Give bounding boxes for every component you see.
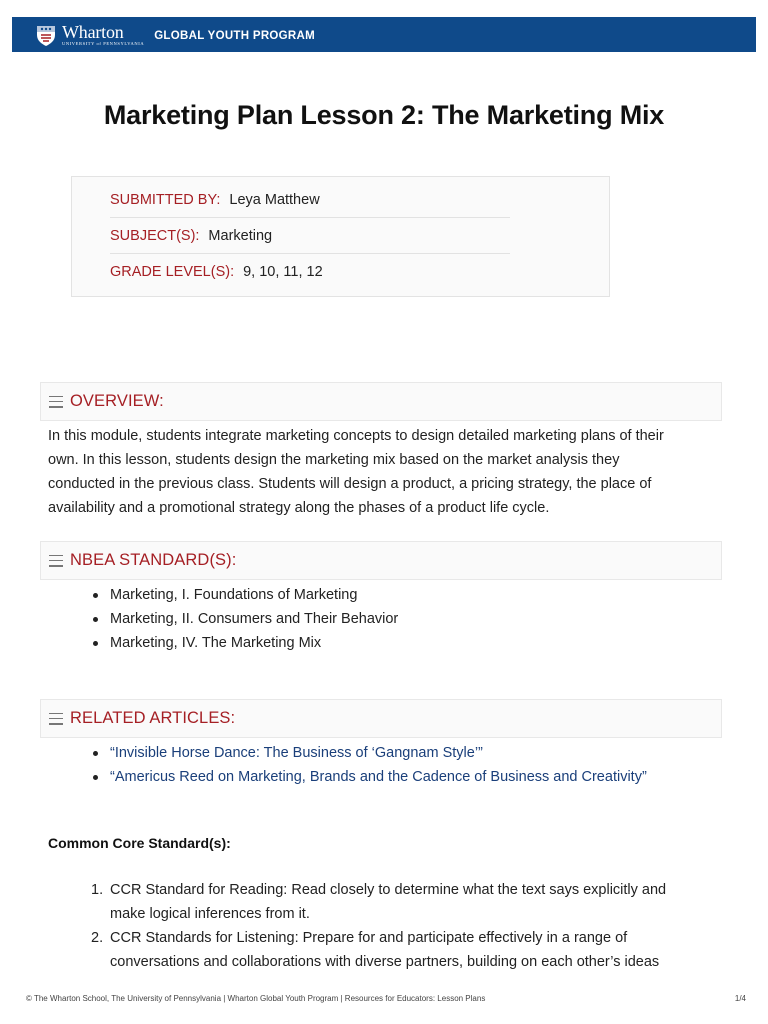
lesson-meta-box [71, 176, 610, 297]
header-banner [12, 17, 756, 52]
overview-line: own. In this lesson, students design the marketing mix based on the market analysis they [48, 452, 620, 468]
logo-text [62, 23, 144, 47]
related-articles-section-header[interactable] [40, 699, 722, 738]
common-core-item [91, 926, 730, 974]
submitted-by-row [110, 182, 510, 218]
menu-icon [49, 713, 63, 725]
grade-level-label: GRADE LEVEL(S): [110, 264, 235, 280]
common-core-line: conversations and collaborations with diverse partners, building on each other’s ideas [110, 954, 660, 970]
list-number: 1. [91, 882, 104, 898]
page-title: Marketing Plan Lesson 2: The Marketing Mix [103, 100, 665, 130]
related-article-link[interactable]: “Invisible Horse Dance: The Business of ‘Gangnam Style’” [110, 745, 483, 761]
penn-shield-icon [34, 23, 58, 47]
common-core-line: CCR Standards for Listening: Prepare for and participate effectively in a range of [110, 930, 628, 946]
page-number: 1/4 [734, 994, 746, 1003]
overview-text [48, 424, 728, 520]
subjects-row [110, 218, 510, 254]
overview-line: availability and a promotional strategy along the phases of a product life cycle. [48, 500, 550, 516]
nbea-heading: NBEA STANDARD(S): [70, 551, 237, 569]
subjects-value: Marketing [208, 227, 273, 244]
common-core-item [91, 878, 730, 926]
nbea-item: Marketing, IV. The Marketing Mix [110, 631, 398, 655]
overview-line: In this module, students integrate marketing concepts to design detailed marketing plans of their [48, 428, 664, 444]
logo-university: UNIVERSITY of PENNSYLVANIA [62, 40, 145, 46]
common-core-line: make logical inferences from it. [110, 906, 310, 922]
nbea-section-header[interactable] [40, 541, 722, 580]
menu-icon [49, 396, 63, 408]
overview-line: conducted in the previous class. Students will design a product, a pricing strategy, the place of [48, 476, 652, 492]
program-name[interactable]: GLOBAL YOUTH PROGRAM [154, 29, 316, 42]
grade-level-row [110, 254, 510, 290]
related-articles-heading: RELATED ARTICLES: [70, 709, 236, 727]
page-footer [26, 994, 746, 1003]
footer-text: © The Wharton School, The University of Pennsylvania | Wharton Global Youth Program | Resources for Educators: Lesson Plans [26, 994, 486, 1003]
overview-section-header[interactable] [40, 382, 722, 421]
related-articles-list [110, 741, 647, 789]
related-article-link[interactable]: “Americus Reed on Marketing, Brands and the Cadence of Business and Creativity” [110, 769, 647, 785]
submitted-by-value: Leya Matthew [229, 191, 320, 208]
overview-heading: OVERVIEW: [70, 392, 164, 410]
grade-level-value: 9, 10, 11, 12 [243, 264, 323, 280]
related-article-item [110, 765, 647, 789]
nbea-item: Marketing, II. Consumers and Their Behavior [110, 607, 398, 631]
nbea-item: Marketing, I. Foundations of Marketing [110, 583, 398, 607]
logo-wordmark: Wharton [62, 21, 124, 42]
common-core-heading: Common Core Standard(s): [48, 835, 231, 851]
wharton-logo[interactable] [34, 23, 144, 47]
list-number: 2. [91, 930, 104, 946]
related-article-item [110, 741, 647, 765]
nbea-list [110, 583, 398, 655]
common-core-line: CCR Standard for Reading: Read closely to determine what the text says explicitly and [110, 882, 667, 898]
submitted-by-label: SUBMITTED BY: [110, 191, 221, 208]
menu-icon [49, 555, 63, 567]
subjects-label: SUBJECT(S): [110, 227, 200, 244]
common-core-list [91, 878, 730, 974]
